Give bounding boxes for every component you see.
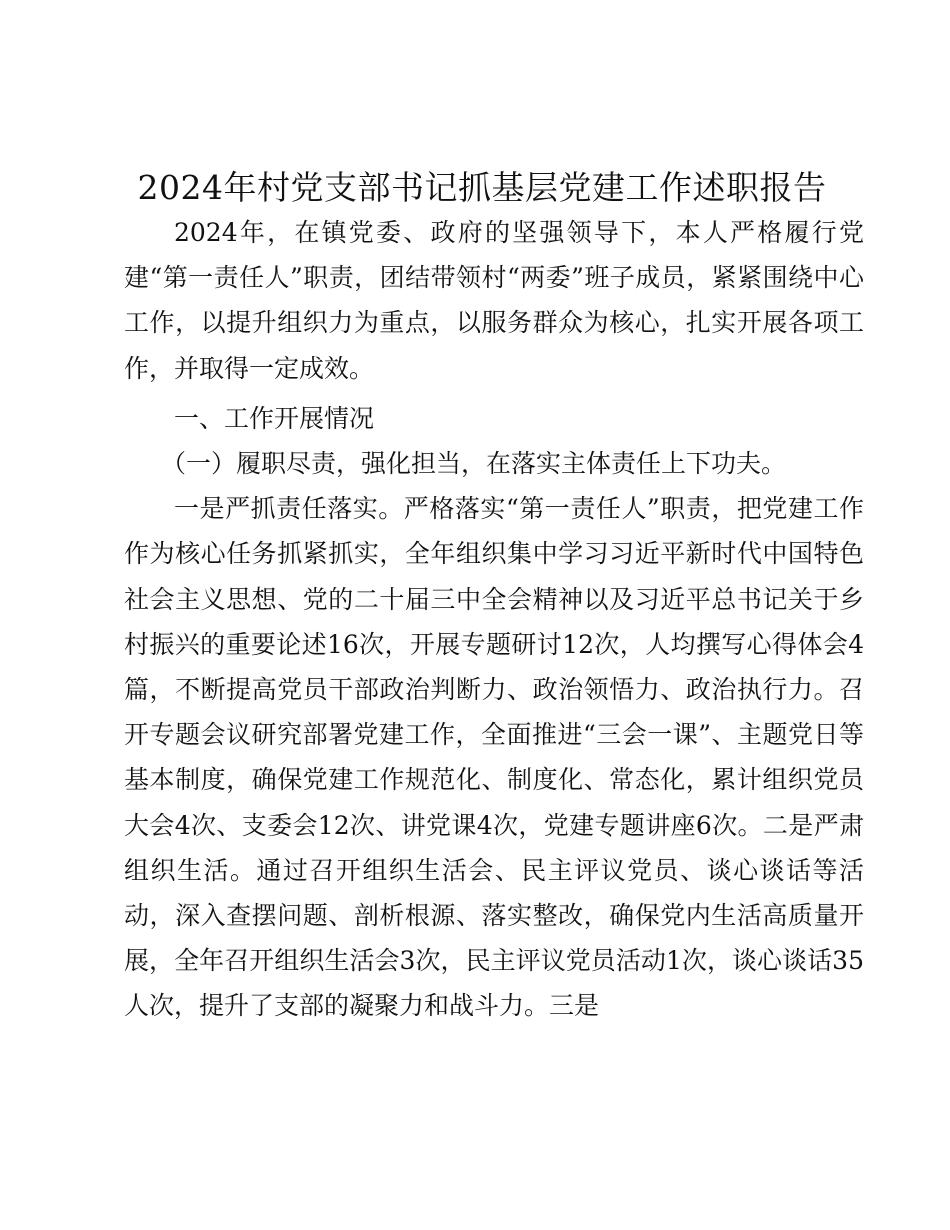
body-paragraph: 一是严抓责任落实。严格落实“第一责任人”职责，把党建工作作为核心任务抓紧抓实，全年组织集中学习习近平新时代中国特色社会主义思想、党的二十届三中全会精神以及习近平总书记关于乡村振兴的重要论述16次，开展专题研讨12次，人均撰写心得体会4篇，不断提高党员干部政治判断力、政治领悟力、政治执行力。召开专题会议研究部署党建工作，全面推进“三会一课”、主题党日等基本制度，确保党建工作规范化、制度化、常态化，累计组织党员大会4次、支委会12次、讲党课4次，党建专题讲座6次。二是严肃组织生活。通过召开组织生活会、民主评议党员、谈心谈话等活动，深入查摆问题、剖析根源、落实整改，确保党内生活高质量开展，全年召开组织生活会3次，民主评议党员活动1次，谈心谈话35人次，提升了支部的凝聚力和战斗力。三是	[124, 494, 864, 1021]
section-heading: 一、工作开展情况	[174, 403, 375, 433]
document-title: 2024年村党支部书记抓基层党建工作述职报告	[137, 168, 827, 207]
intro-paragraph: 2024年，在镇党委、政府的坚强领导下，本人严格履行党建“第一责任人”职责，团结带领村“两委”班子成员，紧紧围绕中心工作，以提升组织力为重点，以服务群众为核心，扎实开展各项工作，并取得一定成效。	[124, 218, 864, 383]
document-page	[124, 166, 864, 1029]
subsection-heading: （一）履职尽责，强化担当，在落实主体责任上下功夫。	[161, 449, 787, 479]
